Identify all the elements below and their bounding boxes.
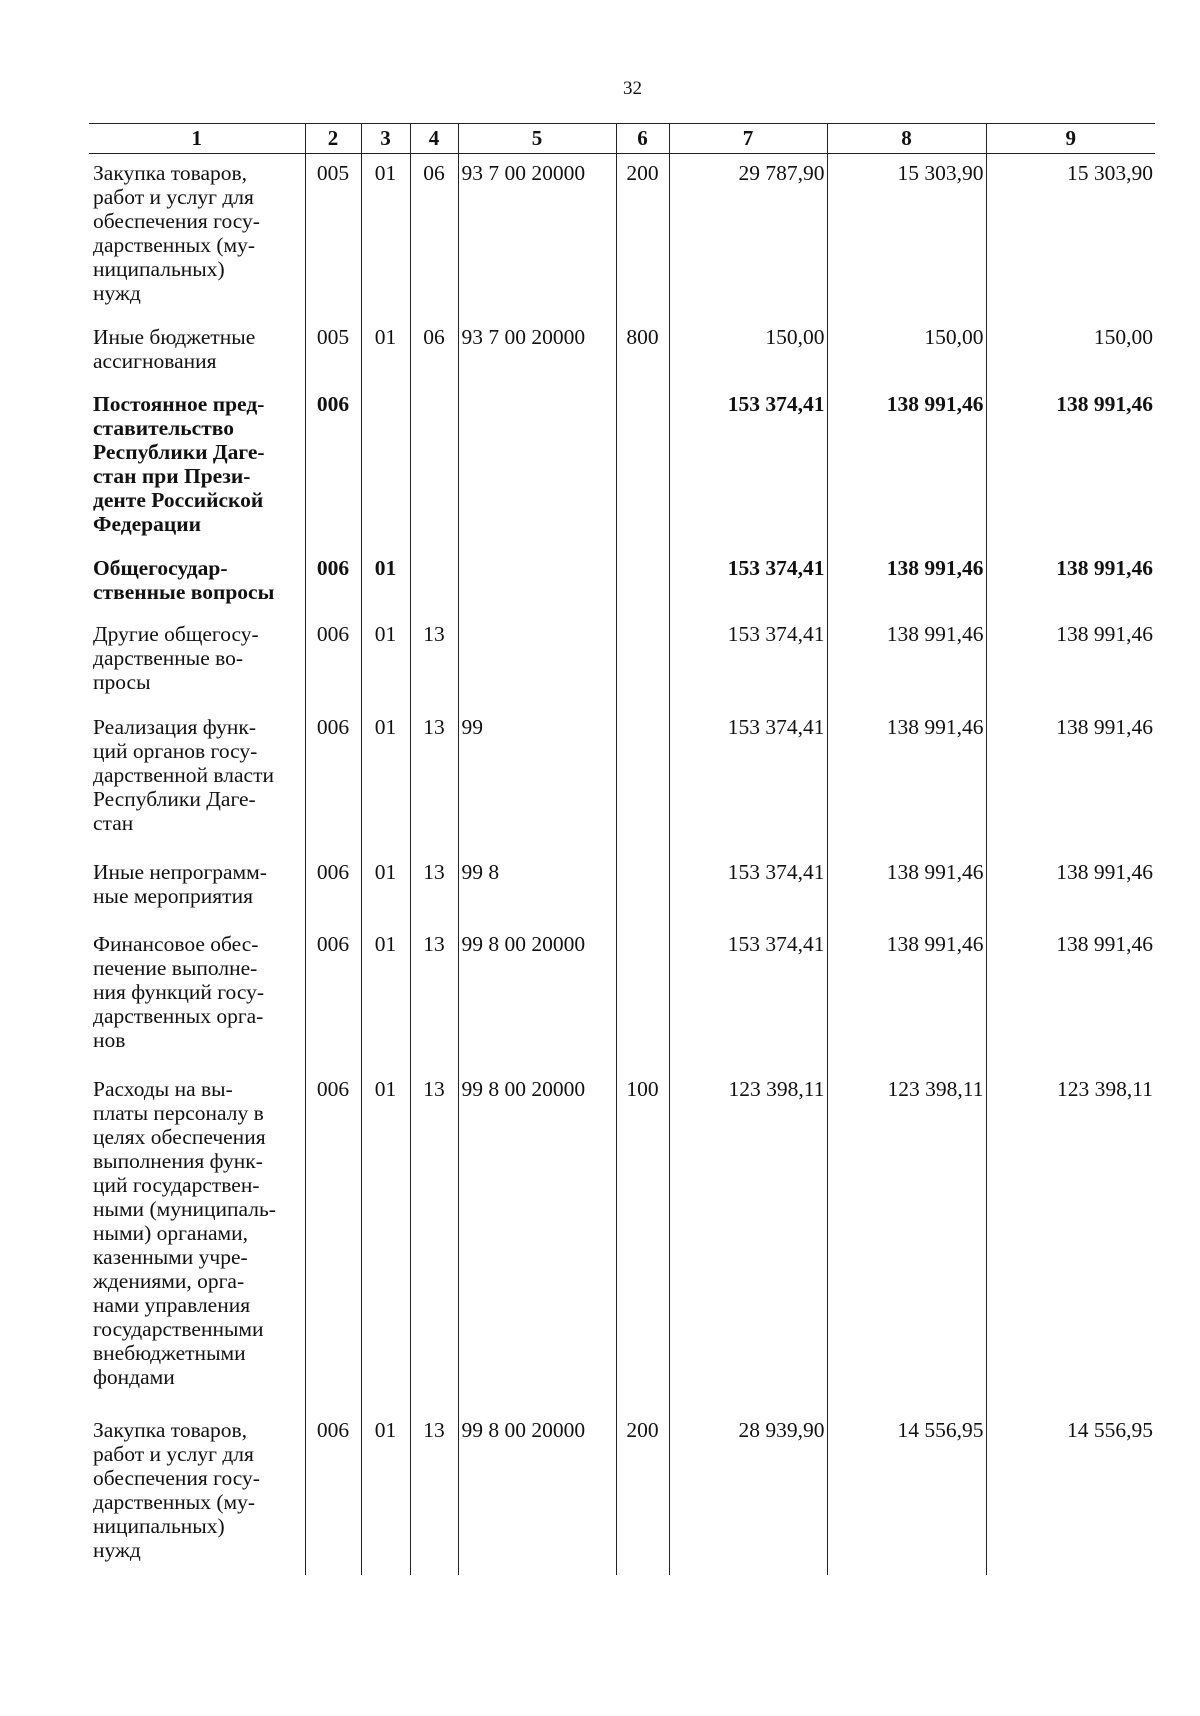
column-header-9: 9 <box>986 124 1155 154</box>
target-article-code: 99 8 <box>458 853 616 925</box>
target-article-code <box>458 549 616 615</box>
row-label: Реализация функ- ций органов госу- дарственной власти Республики Даге- стан <box>93 715 274 835</box>
amount-col-7: 153 374,41 <box>669 853 827 925</box>
amount-col-8: 14 556,95 <box>827 1411 986 1575</box>
amount-col-8: 123 398,11 <box>827 1070 986 1411</box>
amount-col-7: 150,00 <box>669 318 827 385</box>
amount-col-8: 138 991,46 <box>827 925 986 1070</box>
ministry-code: 005 <box>305 154 361 319</box>
target-article-code: 99 <box>458 708 616 853</box>
expense-type-code: 800 <box>616 318 669 385</box>
table-row <box>89 708 1155 853</box>
amount-col-8: 138 991,46 <box>827 708 986 853</box>
amount-col-9: 150,00 <box>986 318 1155 385</box>
expense-type-code: 200 <box>616 154 669 319</box>
subsection-code: 13 <box>410 925 458 1070</box>
amount-col-7: 28 939,90 <box>669 1411 827 1575</box>
column-header-4: 4 <box>410 124 458 154</box>
amount-col-8: 138 991,46 <box>827 549 986 615</box>
budget-table-container <box>89 123 1155 1575</box>
column-header-3: 3 <box>361 124 410 154</box>
row-label: Финансовое обес- печение выполне- ния функций госу- дарственных орга- нов <box>93 932 265 1052</box>
amount-col-8: 138 991,46 <box>827 615 986 708</box>
table-row <box>89 549 1155 615</box>
section-code: 01 <box>361 853 410 925</box>
subsection-code: 06 <box>410 154 458 319</box>
row-label: Иные непрограмм- ные мероприятия <box>93 860 267 908</box>
budget-table <box>89 123 1155 1575</box>
expense-type-code: 200 <box>616 1411 669 1575</box>
column-header-7: 7 <box>669 124 827 154</box>
column-header-8: 8 <box>827 124 986 154</box>
target-article-code: 99 8 00 20000 <box>458 925 616 1070</box>
table-row <box>89 615 1155 708</box>
amount-col-7: 153 374,41 <box>669 925 827 1070</box>
subsection-code <box>410 385 458 549</box>
column-header-5: 5 <box>458 124 616 154</box>
expense-type-code: 100 <box>616 1070 669 1411</box>
target-article-code <box>458 615 616 708</box>
target-article-code: 93 7 00 20000 <box>458 318 616 385</box>
expense-type-code <box>616 708 669 853</box>
amount-col-7: 29 787,90 <box>669 154 827 319</box>
section-code: 01 <box>361 549 410 615</box>
amount-col-8: 150,00 <box>827 318 986 385</box>
amount-col-7: 153 374,41 <box>669 708 827 853</box>
subsection-code <box>410 549 458 615</box>
page-number: 32 <box>623 78 642 99</box>
subsection-code: 13 <box>410 615 458 708</box>
row-label: Общегосудар- ственные вопросы <box>93 556 275 604</box>
table-row <box>89 385 1155 549</box>
ministry-code: 006 <box>305 1411 361 1575</box>
section-code: 01 <box>361 925 410 1070</box>
subsection-code: 06 <box>410 318 458 385</box>
ministry-code: 006 <box>305 549 361 615</box>
section-code: 01 <box>361 154 410 319</box>
row-label: Другие общегосу- дарственные во- просы <box>93 622 259 694</box>
amount-col-8: 138 991,46 <box>827 853 986 925</box>
row-label: Иные бюджетные ассигнования <box>93 325 256 373</box>
table-row <box>89 1411 1155 1575</box>
table-row <box>89 853 1155 925</box>
amount-col-9: 138 991,46 <box>986 615 1155 708</box>
table-body <box>89 154 1155 1576</box>
row-label: Закупка товаров, работ и услуг для обеспечения госу- дарственных (му- ниципальных) нужд <box>93 1418 260 1562</box>
column-header-1: 1 <box>89 124 305 154</box>
amount-col-9: 138 991,46 <box>986 708 1155 853</box>
table-row <box>89 154 1155 319</box>
target-article-code <box>458 385 616 549</box>
subsection-code: 13 <box>410 708 458 853</box>
amount-col-9: 138 991,46 <box>986 549 1155 615</box>
column-header-2: 2 <box>305 124 361 154</box>
ministry-code: 006 <box>305 615 361 708</box>
amount-col-9: 14 556,95 <box>986 1411 1155 1575</box>
row-label: Расходы на вы- платы персоналу в целях обеспечения выполнения функ- ций государствен- ными (муниципаль- ными) органами, казенными учре- ждениями, орга- нами управления государственными внебюджетными фондами <box>93 1077 276 1389</box>
ministry-code: 006 <box>305 708 361 853</box>
section-code: 01 <box>361 1411 410 1575</box>
amount-col-9: 138 991,46 <box>986 853 1155 925</box>
target-article-code: 99 8 00 20000 <box>458 1411 616 1575</box>
subsection-code: 13 <box>410 1070 458 1411</box>
ministry-code: 006 <box>305 385 361 549</box>
amount-col-7: 153 374,41 <box>669 549 827 615</box>
amount-col-7: 153 374,41 <box>669 615 827 708</box>
expense-type-code <box>616 925 669 1070</box>
amount-col-7: 153 374,41 <box>669 385 827 549</box>
row-label: Закупка товаров, работ и услуг для обеспечения госу- дарственных (му- ниципальных) нужд <box>93 161 260 305</box>
amount-col-8: 138 991,46 <box>827 385 986 549</box>
table-row <box>89 318 1155 385</box>
ministry-code: 006 <box>305 925 361 1070</box>
table-header-row <box>89 124 1155 154</box>
subsection-code: 13 <box>410 853 458 925</box>
column-header-6: 6 <box>616 124 669 154</box>
ministry-code: 005 <box>305 318 361 385</box>
target-article-code: 99 8 00 20000 <box>458 1070 616 1411</box>
ministry-code: 006 <box>305 853 361 925</box>
ministry-code: 006 <box>305 1070 361 1411</box>
amount-col-9: 138 991,46 <box>986 925 1155 1070</box>
subsection-code: 13 <box>410 1411 458 1575</box>
amount-col-7: 123 398,11 <box>669 1070 827 1411</box>
amount-col-8: 15 303,90 <box>827 154 986 319</box>
section-code <box>361 385 410 549</box>
expense-type-code <box>616 853 669 925</box>
section-code: 01 <box>361 708 410 853</box>
table-row <box>89 1070 1155 1411</box>
section-code: 01 <box>361 318 410 385</box>
table-row <box>89 925 1155 1070</box>
amount-col-9: 123 398,11 <box>986 1070 1155 1411</box>
section-code: 01 <box>361 1070 410 1411</box>
expense-type-code <box>616 615 669 708</box>
amount-col-9: 138 991,46 <box>986 385 1155 549</box>
target-article-code: 93 7 00 20000 <box>458 154 616 319</box>
expense-type-code <box>616 549 669 615</box>
row-label: Постоянное пред- ставительство Республики Даге- стан при Прези- денте Российской Федерации <box>93 392 265 536</box>
amount-col-9: 15 303,90 <box>986 154 1155 319</box>
section-code: 01 <box>361 615 410 708</box>
expense-type-code <box>616 385 669 549</box>
